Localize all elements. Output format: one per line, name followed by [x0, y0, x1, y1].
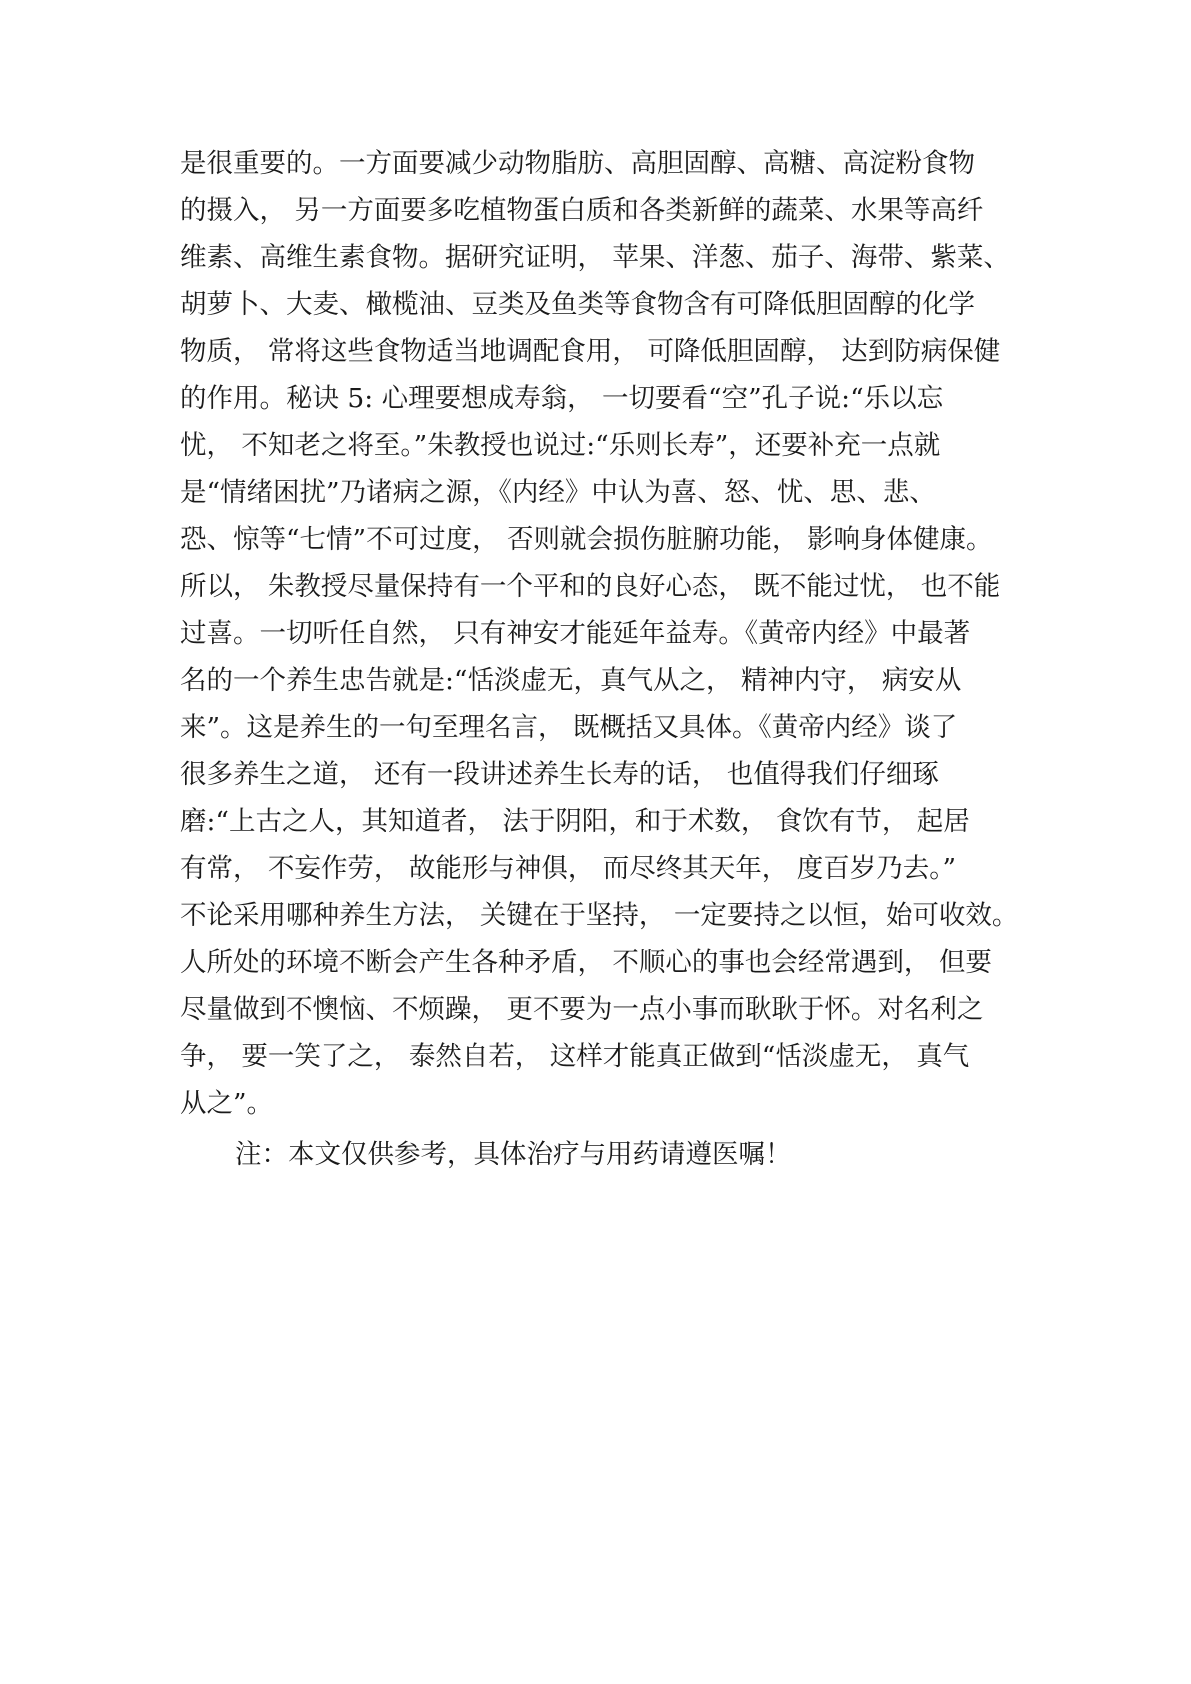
body-line: 不论采用哪种养生方法， 关键在于坚持， 一定要持之以恒，始可收效。	[180, 900, 1019, 931]
body-line: 尽量做到不懊恼、不烦躁， 更不要为一点小事而耿耿于怀。对名利之	[180, 994, 984, 1025]
body-line: 从之”。	[180, 1088, 274, 1119]
document-body	[180, 140, 1020, 1178]
body-line: 的摄入， 另一方面要多吃植物蛋白质和各类新鲜的蔬菜、水果等高纤	[180, 195, 984, 226]
disclaimer-note: 注：本文仅供参考，具体治疗与用药请遵医嘱！	[235, 1139, 792, 1170]
body-line: 争， 要一笑了之， 泰然自若， 这样才能真正做到“恬淡虚无， 真气	[180, 1041, 970, 1072]
body-line: 磨:“上古之人，其知道者， 法于阴阳，和于术数， 食饮有节， 起居	[180, 806, 970, 837]
body-line: 维素、高维生素食物。据研究证明， 苹果、洋葱、茄子、海带、紫菜、	[180, 242, 1010, 273]
body-line: 恐、惊等“七情”不可过度， 否则就会损伤脏腑功能， 影响身体健康。	[180, 524, 993, 555]
body-line: 忧， 不知老之将至。”朱教授也说过:“乐则长寿”，还要补充一点就	[180, 430, 941, 461]
body-line: 过喜。一切听任自然， 只有神安才能延年益寿。《黄帝内经》中最著	[180, 618, 971, 649]
body-line: 人所处的环境不断会产生各种矛盾， 不顺心的事也会经常遇到， 但要	[180, 947, 992, 978]
body-line: 名的一个养生忠告就是:“恬淡虚无，真气从之， 精神内守， 病安从	[180, 665, 962, 696]
body-line: 所以， 朱教授尽量保持有一个平和的良好心态， 既不能过忧， 也不能	[180, 571, 1001, 602]
body-line: 的作用。秘诀 5: 心理要想成寿翁， 一切要看“空”孔子说:“乐以忘	[180, 383, 944, 414]
body-line: 胡萝卜、大麦、橄榄油、豆类及鱼类等食物含有可降低胆固醇的化学	[180, 289, 975, 320]
body-line: 是“情绪困扰”乃诸病之源，《内经》中认为喜、怒、忧、思、悲、	[180, 477, 936, 508]
body-line: 有常， 不妄作劳， 故能形与神俱， 而尽终其天年， 度百岁乃去。”	[180, 853, 956, 884]
body-line: 物质， 常将这些食物适当地调配食用， 可降低胆固醇， 达到防病保健	[180, 336, 1001, 367]
body-line: 来”。这是养生的一句至理名言， 既概括又具体。《黄帝内经》谈了	[180, 712, 958, 743]
body-line: 是很重要的。一方面要减少动物脂肪、高胆固醇、高糖、高淀粉食物	[180, 148, 975, 179]
body-line: 很多养生之道， 还有一段讲述养生长寿的话， 也值得我们仔细琢	[180, 759, 939, 790]
